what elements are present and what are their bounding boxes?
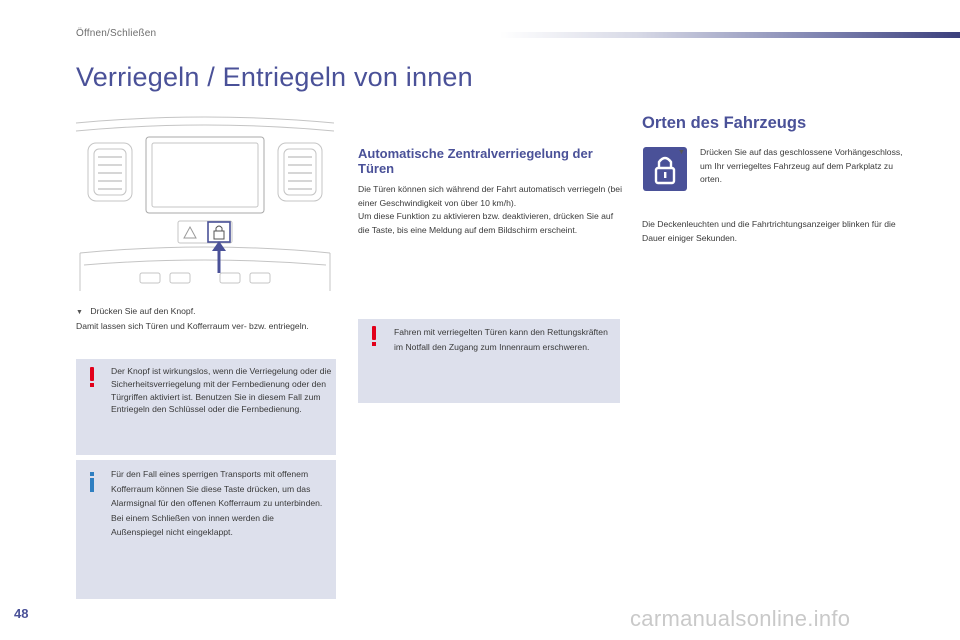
page-number: 48 (14, 606, 29, 621)
section-label: Öffnen/Schließen (76, 28, 157, 39)
auto-lock-paragraph-2: Um diese Funktion zu aktivieren bzw. deaktivieren, drücken Sie auf die Taste, bis eine Meldung auf dem Bildschirm erscheint. (358, 211, 614, 235)
info-box-boot (76, 460, 336, 599)
warning-text-locked-doors: Fahren mit verriegelten Türen kann den Rettungskräften im Notfall den Zugang zum Innenraum erschweren. (394, 327, 608, 352)
locate-bullet-text: Drücken Sie auf das geschlossene Vorhängeschloss, um Ihr verriegeltes Fahrzeug auf dem Parkplatz zu orten. (700, 147, 903, 184)
dashboard-illustration (74, 113, 336, 291)
warning-box-locked-doors (358, 319, 620, 403)
button-instruction (76, 305, 336, 333)
warning-text-button: Der Knopf ist wirkungslos, wenn die Verriegelung oder die Sicherheitsverriegelung mit der Fernbedienung oder den Türgriffen aktiviert ist. Benutzen Sie in diesem Fall zum Entriegeln den Schlüssel oder die Fernbedienung. (111, 366, 332, 415)
info-text-boot: Für den Fall eines sperrigen Transports mit offenem Kofferraum können Sie diese Taste drücken, um das Alarmsignal für den offenen Kofferraum zu unterbinden. Bei einem Schließen von innen werden die Außenspiegel nicht eingeklappt. (111, 469, 323, 538)
warning-box-button (76, 359, 336, 455)
heading-auto-lock: Automatische Zentralverriegelung der Türen (358, 146, 593, 176)
page-title: Verriegeln / Entriegeln von innen (76, 62, 473, 92)
arrow-bullet-icon: ▼ (678, 149, 685, 156)
locate-note: Die Deckenleuchten und die Fahrtrichtungsanzeiger blinken für die Dauer einiger Sekunden. (642, 219, 896, 243)
button-description: Damit lassen sich Türen und Kofferraum ver- bzw. entriegeln. (76, 320, 309, 331)
button-bullet-text: Drücken Sie auf den Knopf. (90, 306, 196, 316)
auto-lock-paragraph-1: Die Türen können sich während der Fahrt automatisch verriegeln (bei einer Geschwindigkeit von über 10 km/h). (358, 184, 622, 208)
arrow-bullet-icon: ▼ (76, 309, 83, 316)
warning-icon (372, 326, 376, 346)
header-gradient-bar (500, 32, 960, 38)
watermark: carmanualsonline.info (630, 606, 851, 631)
auto-lock-text (358, 183, 623, 237)
heading-locate-vehicle: Orten des Fahrzeugs (642, 114, 807, 132)
info-icon (90, 472, 94, 492)
warning-icon (90, 367, 94, 387)
locate-bullet (678, 146, 910, 187)
